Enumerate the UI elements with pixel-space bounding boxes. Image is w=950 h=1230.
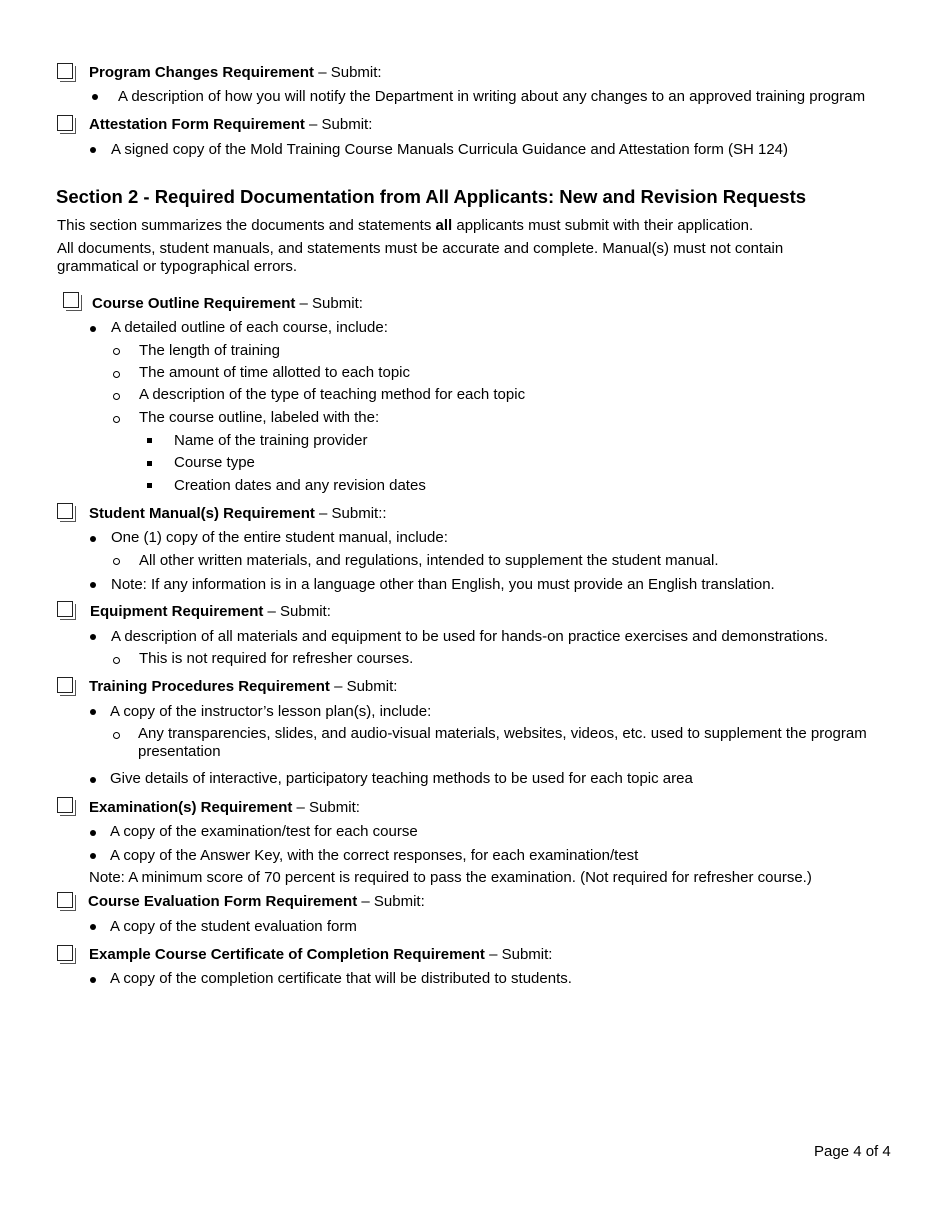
course-outline-checkbox[interactable]: [63, 292, 79, 308]
square-bullet: [147, 461, 152, 466]
course-outline-subsub-3: Creation dates and any revision dates: [174, 477, 426, 494]
exam-item-1: A copy of the examination/test for each course: [110, 823, 418, 840]
bullet: [90, 634, 96, 640]
sub-bullet: [113, 393, 120, 400]
course-outline-subsub-1: Name of the training provider: [174, 432, 368, 449]
certificate-checkbox[interactable]: [57, 945, 73, 961]
sub-bullet: [113, 371, 120, 378]
attestation-item: A signed copy of the Mold Training Course Manuals Curricula Guidance and Attestation form (SH 124): [111, 141, 789, 158]
attestation-heading: Attestation Form Requirement – Submit:: [89, 116, 373, 133]
course-outline-sub-1: The length of training: [139, 342, 280, 359]
student-manual-heading: Student Manual(s) Requirement – Submit::: [89, 505, 387, 522]
bullet: [90, 709, 96, 715]
sub-bullet: [113, 558, 120, 565]
equipment-checkbox[interactable]: [57, 601, 73, 617]
course-outline-item: A detailed outline of each course, include:: [111, 319, 388, 336]
course-outline-sub-3: A description of the type of teaching method for each topic: [139, 386, 526, 403]
equipment-sub-1: This is not required for refresher courses.: [139, 650, 414, 667]
program-changes-heading: Program Changes Requirement – Submit:: [89, 64, 382, 81]
training-procedures-heading: Training Procedures Requirement – Submit:: [89, 678, 398, 695]
training-item-2: Give details of interactive, participatory teaching methods to be used for each topic area: [110, 770, 693, 787]
section-2-title: Section 2 - Required Documentation from All Applicants: New and Revision Requests: [56, 186, 807, 207]
course-evaluation-checkbox[interactable]: [57, 892, 73, 908]
sub-bullet: [113, 732, 120, 739]
sub-bullet: [113, 348, 120, 355]
bullet: [90, 777, 96, 783]
certificate-heading: Example Course Certificate of Completion Requirement – Submit:: [89, 946, 553, 963]
course-outline-sub-2: The amount of time allotted to each topic: [139, 364, 410, 381]
bullet: [90, 326, 96, 332]
examination-checkbox[interactable]: [57, 797, 73, 813]
bullet: [90, 924, 96, 930]
page-number: Page 4 of 4: [814, 1143, 891, 1160]
training-item-1: A copy of the instructor’s lesson plan(s), include:: [110, 703, 432, 720]
equipment-heading: Equipment Requirement – Submit:: [90, 603, 331, 620]
bullet: [90, 830, 96, 836]
square-bullet: [147, 438, 152, 443]
course-outline-subsub-2: Course type: [174, 454, 255, 471]
course-eval-item-1: A copy of the student evaluation form: [110, 918, 357, 935]
student-manual-item-2: Note: If any information is in a language other than English, you must provide an English translation.: [111, 576, 775, 593]
equipment-item-1: A description of all materials and equipment to be used for hands-on practice exercises and demonstrations.: [111, 628, 829, 645]
bullet: [90, 536, 96, 542]
square-bullet: [147, 483, 152, 488]
training-procedures-checkbox[interactable]: [57, 677, 73, 693]
bullet: [90, 853, 96, 859]
section-2-intro-2: All documents, student manuals, and statements must be accurate and complete. Manual(s) must not contain grammatical or typographical errors.: [57, 240, 784, 275]
exam-note: Note: A minimum score of 70 percent is required to pass the examination. (Not required for refresher course.): [89, 869, 812, 886]
program-changes-checkbox[interactable]: [57, 63, 73, 79]
program-changes-item: A description of how you will notify the Department in writing about any changes to an approved training program: [118, 88, 866, 105]
bullet: [92, 94, 98, 100]
sub-bullet: [113, 657, 120, 664]
sub-bullet: [113, 416, 120, 423]
certificate-item-1: A copy of the completion certificate that will be distributed to students.: [110, 970, 572, 987]
bullet: [90, 977, 96, 983]
student-manual-item-1: One (1) copy of the entire student manual, include:: [111, 529, 448, 546]
bullet: [90, 147, 96, 153]
course-outline-heading: Course Outline Requirement – Submit:: [92, 295, 363, 312]
student-manual-checkbox[interactable]: [57, 503, 73, 519]
student-manual-sub-1: All other written materials, and regulations, intended to supplement the student manual.: [139, 552, 719, 569]
course-outline-sub-4: The course outline, labeled with the:: [139, 409, 380, 426]
attestation-checkbox[interactable]: [57, 115, 73, 131]
examination-heading: Examination(s) Requirement – Submit:: [89, 799, 360, 816]
course-evaluation-heading: Course Evaluation Form Requirement – Submit:: [88, 893, 425, 910]
section-2-intro: This section summarizes the documents and statements all applicants must submit with their application.: [57, 217, 754, 234]
bullet: [90, 582, 96, 588]
training-sub-1: Any transparencies, slides, and audio-visual materials, websites, videos, etc. used to supplement the program presentation: [138, 725, 867, 760]
exam-item-2: A copy of the Answer Key, with the correct responses, for each examination/test: [110, 847, 639, 864]
